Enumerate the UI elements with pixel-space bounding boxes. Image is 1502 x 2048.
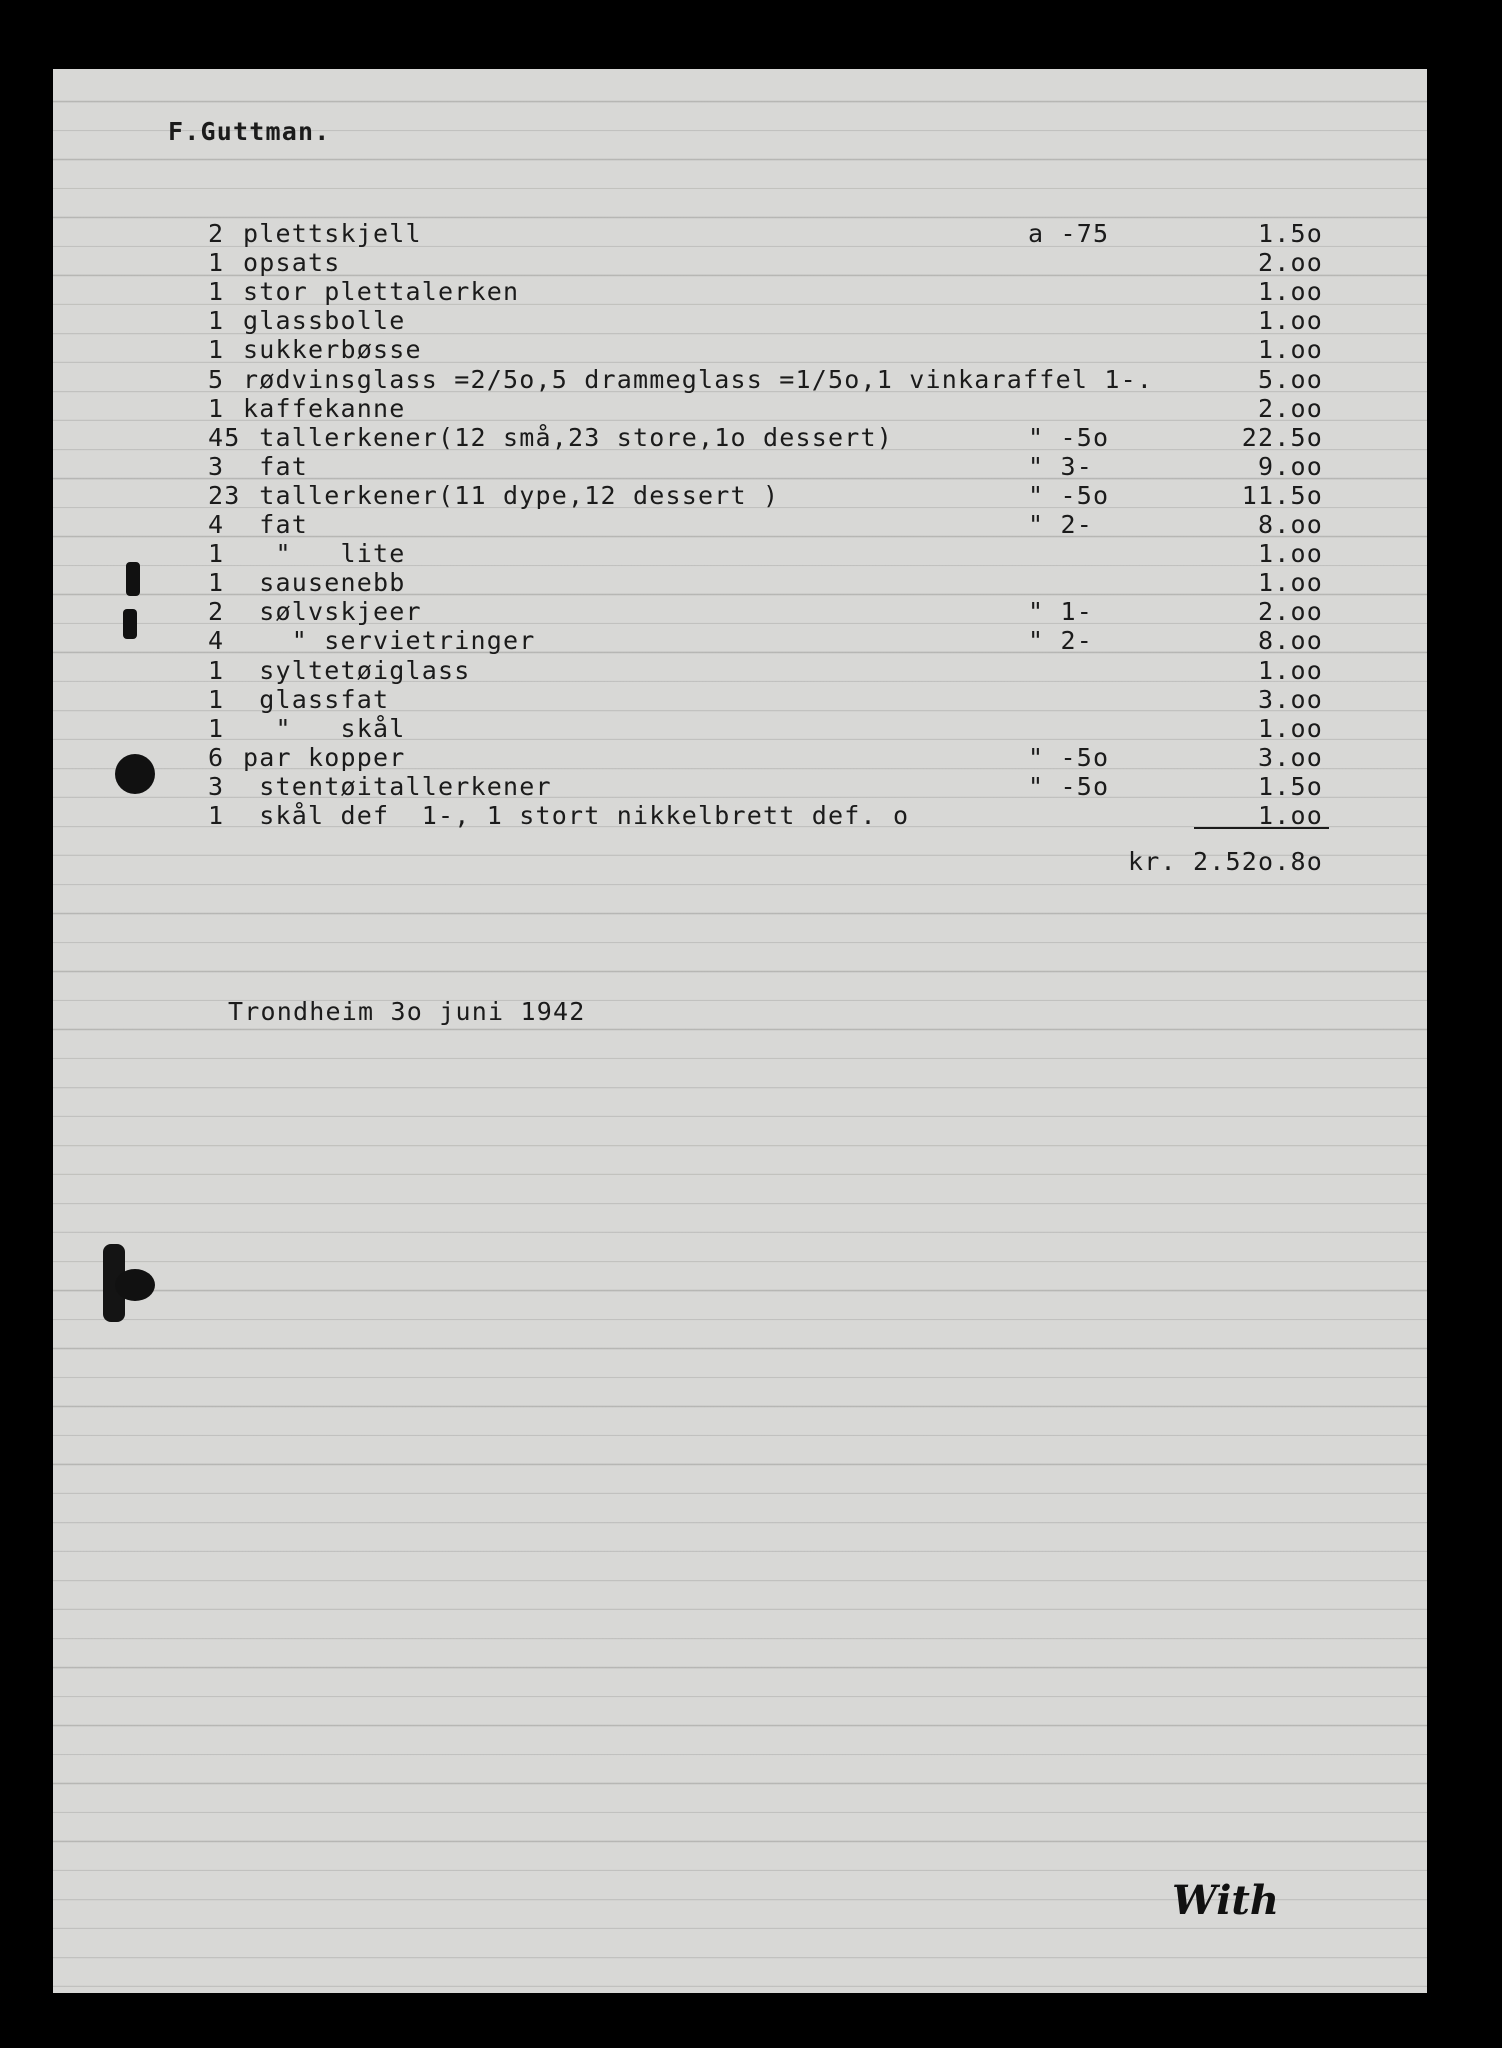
item-row xyxy=(53,481,1427,510)
item-qty: 1 xyxy=(208,393,225,423)
item-qty: 4 xyxy=(208,626,225,656)
item-qty: 45 xyxy=(208,422,241,452)
item-qty: 1 xyxy=(208,684,225,714)
item-amount: 1.5o xyxy=(1257,771,1323,801)
item-row xyxy=(53,452,1427,481)
item-unit-price: " 2- xyxy=(1028,626,1094,656)
item-amount: 1.5o xyxy=(1257,219,1323,248)
item-amount: 1.oo xyxy=(1257,277,1323,307)
item-description: fat xyxy=(243,451,309,481)
item-description: opsats xyxy=(243,248,341,278)
item-unit-price: " -5o xyxy=(1028,742,1110,772)
item-amount: 1.oo xyxy=(1257,713,1323,743)
item-unit-price: " -5o xyxy=(1028,422,1110,452)
item-qty: 5 xyxy=(208,364,225,394)
item-amount: 1.oo xyxy=(1257,655,1323,685)
item-amount: 2.oo xyxy=(1257,393,1323,423)
item-qty: 6 xyxy=(208,742,225,772)
item-description: stentøitallerkener xyxy=(243,771,552,801)
item-description: syltetøiglass xyxy=(243,655,471,685)
item-row xyxy=(53,394,1427,423)
item-amount: 8.oo xyxy=(1257,510,1323,539)
place-date: Trondheim 3o juni 1942 xyxy=(228,997,586,1026)
sum-rule xyxy=(1194,827,1329,829)
item-description: sukkerbøsse xyxy=(243,335,422,365)
item-description: glassfat xyxy=(243,684,390,714)
item-description: glassbolle xyxy=(243,306,406,336)
item-amount: 2.oo xyxy=(1257,597,1323,627)
item-qty: 4 xyxy=(208,510,225,539)
item-qty: 1 xyxy=(208,539,225,569)
item-description: fat xyxy=(243,510,309,539)
item-row xyxy=(53,743,1427,772)
item-row xyxy=(53,510,1427,539)
item-description: tallerkener(11 dype,12 dessert ) xyxy=(243,480,780,510)
item-description: kaffekanne xyxy=(243,393,406,423)
item-unit-price: " -5o xyxy=(1028,480,1110,510)
item-row xyxy=(53,248,1427,277)
item-row xyxy=(53,597,1427,626)
item-description: rødvinsglass =2/5o,5 drammeglass =1/5o,1 vinkaraffel 1-. xyxy=(243,364,1154,394)
item-amount: 3.oo xyxy=(1257,742,1323,772)
item-description: sausenebb xyxy=(243,568,406,598)
item-description: " skål xyxy=(243,713,406,743)
item-amount: 3.oo xyxy=(1257,684,1323,714)
item-qty: 3 xyxy=(208,451,225,481)
item-description: plettskjell xyxy=(243,219,422,248)
item-description: " lite xyxy=(243,539,406,569)
total-amount: kr. 2.52o.8o xyxy=(1127,847,1323,876)
item-qty: 1 xyxy=(208,801,225,830)
item-qty: 1 xyxy=(208,713,225,743)
item-unit-price: " 2- xyxy=(1028,510,1094,539)
item-qty: 1 xyxy=(208,568,225,598)
item-row xyxy=(53,539,1427,568)
item-amount: 11.5o xyxy=(1241,480,1323,510)
item-description: skål def 1-, 1 stort nikkelbrett def. o xyxy=(243,801,910,830)
item-description: " servietringer xyxy=(243,626,536,656)
item-qty: 1 xyxy=(208,306,225,336)
signature: With xyxy=(1172,1877,1279,1924)
item-amount: 9.oo xyxy=(1257,451,1323,481)
item-amount: 1.oo xyxy=(1257,335,1323,365)
item-unit-price: " -5o xyxy=(1028,771,1110,801)
item-qty: 1 xyxy=(208,248,225,278)
item-row xyxy=(53,423,1427,452)
item-qty: 1 xyxy=(208,655,225,685)
item-amount: 5.oo xyxy=(1257,364,1323,394)
item-row xyxy=(53,568,1427,597)
item-description: tallerkener(12 små,23 store,1o dessert) xyxy=(243,422,894,452)
item-row xyxy=(53,801,1427,830)
recipient-name: F.Guttman. xyxy=(168,117,331,146)
item-amount: 2.oo xyxy=(1257,248,1323,278)
item-qty: 1 xyxy=(208,277,225,307)
item-unit-price: " 1- xyxy=(1028,597,1094,627)
item-unit-price: " 3- xyxy=(1028,451,1094,481)
item-description: stor plettalerken xyxy=(243,277,520,307)
item-row xyxy=(53,685,1427,714)
item-qty: 1 xyxy=(208,335,225,365)
item-row xyxy=(53,626,1427,655)
item-row xyxy=(53,772,1427,801)
document-sheet xyxy=(53,69,1427,1993)
item-unit-price: a -75 xyxy=(1028,219,1110,248)
item-description: sølvskjeer xyxy=(243,597,422,627)
item-amount: 1.oo xyxy=(1257,568,1323,598)
ink-mark xyxy=(123,609,137,639)
item-row xyxy=(53,306,1427,335)
clip-mark-tab xyxy=(115,1269,155,1301)
item-row xyxy=(53,656,1427,685)
item-row xyxy=(53,335,1427,364)
item-row xyxy=(53,714,1427,743)
item-row xyxy=(53,365,1427,394)
item-amount: 8.oo xyxy=(1257,626,1323,656)
ink-mark xyxy=(126,562,140,596)
item-row xyxy=(53,277,1427,306)
item-qty: 2 xyxy=(208,219,225,248)
item-amount: 1.oo xyxy=(1257,801,1323,830)
item-qty: 3 xyxy=(208,771,225,801)
item-row xyxy=(53,219,1427,248)
item-amount: 1.oo xyxy=(1257,306,1323,336)
punch-hole xyxy=(115,754,155,794)
item-amount: 1.oo xyxy=(1257,539,1323,569)
item-amount: 22.5o xyxy=(1241,422,1323,452)
item-qty: 2 xyxy=(208,597,225,627)
item-description: par kopper xyxy=(243,742,406,772)
item-qty: 23 xyxy=(208,480,241,510)
